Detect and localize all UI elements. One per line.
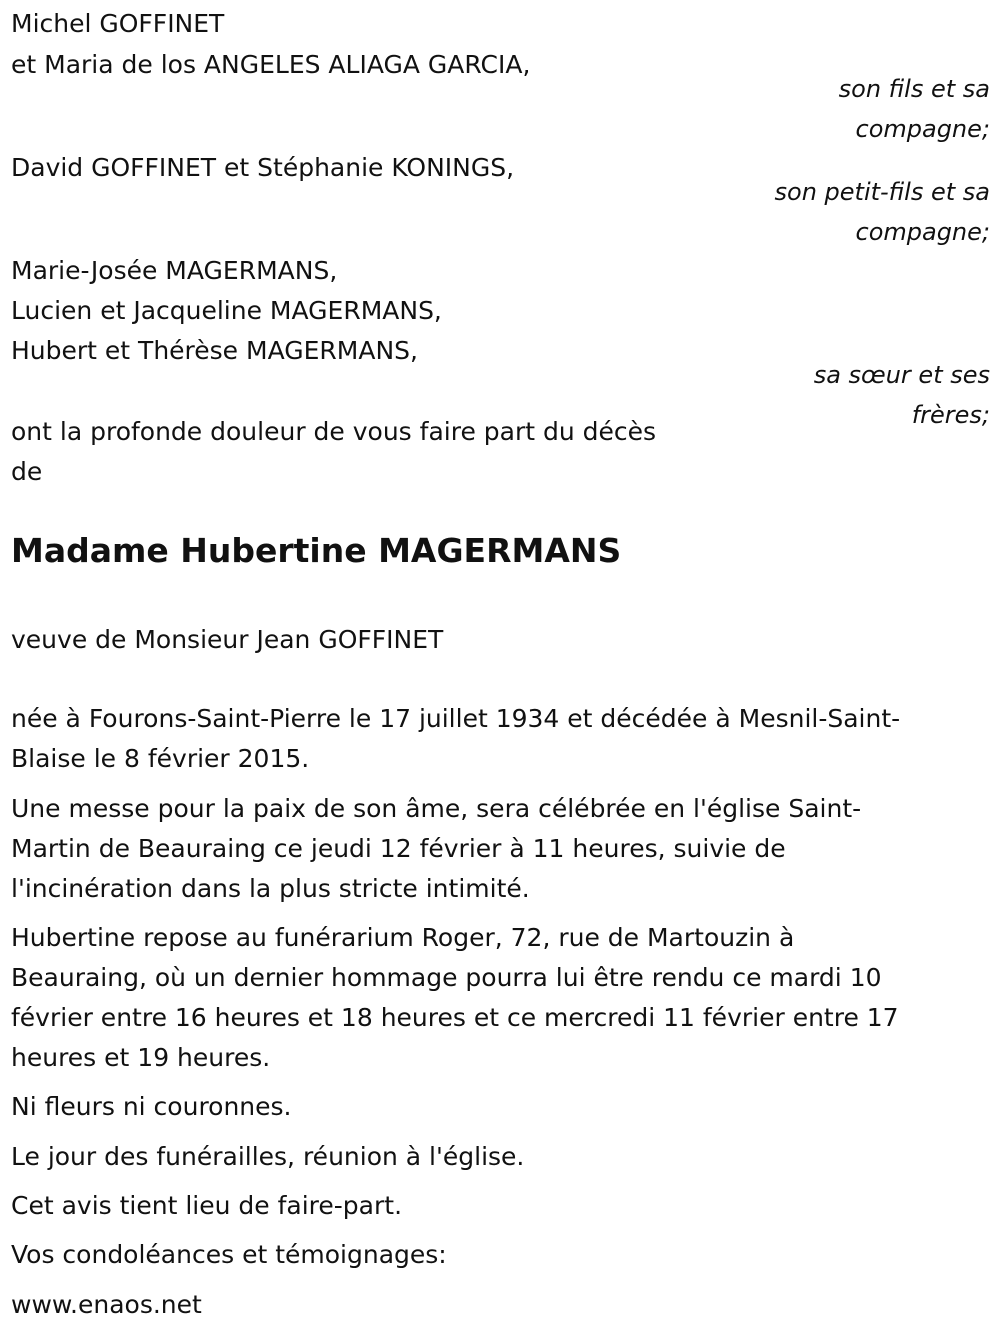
family-line: Lucien et Jacqueline MAGERMANS, [11, 296, 442, 325]
relation-label: frères; [911, 401, 990, 429]
mass-line: Une messe pour la paix de son âme, sera célébrée en l'église Saint- [11, 794, 862, 823]
website-link[interactable]: www.enaos.net [11, 1290, 202, 1319]
rest-line: Hubertine repose au funérarium Roger, 72, rue de Martouzin à [11, 923, 795, 952]
widow-of: veuve de Monsieur Jean GOFFINET [11, 625, 444, 654]
announcement-line: de [11, 457, 43, 486]
mass-line: Martin de Beauraing ce jeudi 12 février à 11 heures, suivie de [11, 834, 786, 863]
relation-label: sa sœur et ses [813, 361, 990, 389]
relation-label: compagne; [855, 115, 990, 143]
family-line: et Maria de los ANGELES ALIAGA GARCIA, [11, 50, 531, 79]
relation-label: son petit-fils et sa [774, 178, 990, 206]
rest-line: février entre 16 heures et 18 heures et ce mercredi 11 février entre 17 [11, 1003, 899, 1032]
mass-line: l'incinération dans la plus stricte intimité. [11, 874, 530, 903]
relation-label: compagne; [855, 218, 990, 246]
family-line: Michel GOFFINET [11, 9, 225, 38]
family-line: Hubert et Thérèse MAGERMANS, [11, 336, 418, 365]
announcement-line: ont la profonde douleur de vous faire part du décès [11, 417, 657, 446]
condolences-note: Vos condoléances et témoignages: [11, 1240, 447, 1269]
family-line: Marie-Josée MAGERMANS, [11, 256, 338, 285]
relation-label: son fils et sa [838, 75, 990, 103]
birth-death-line: Blaise le 8 février 2015. [11, 744, 310, 773]
rest-line: Beauraing, où un dernier hommage pourra lui être rendu ce mardi 10 [11, 963, 882, 992]
deceased-name: Madame Hubertine MAGERMANS [11, 531, 622, 570]
flowers-note: Ni fleurs ni couronnes. [11, 1092, 292, 1121]
funeral-day-note: Le jour des funérailles, réunion à l'église. [11, 1142, 525, 1171]
rest-line: heures et 19 heures. [11, 1043, 271, 1072]
family-line: David GOFFINET et Stéphanie KONINGS, [11, 153, 515, 182]
notice-note: Cet avis tient lieu de faire-part. [11, 1191, 403, 1220]
birth-death-line: née à Fourons-Saint-Pierre le 17 juillet 1934 et décédée à Mesnil-Saint- [11, 704, 901, 733]
